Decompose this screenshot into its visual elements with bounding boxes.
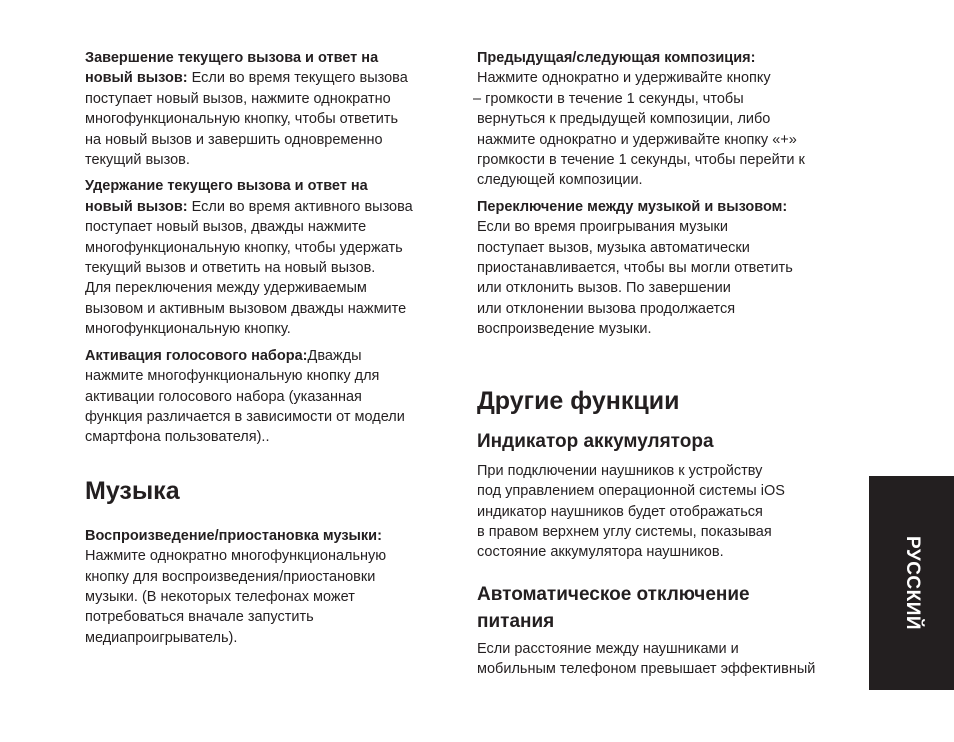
text-line: активации голосового набора (указанная	[85, 388, 362, 405]
bold-heading: Переключение между музыкой и вызовом:	[477, 198, 788, 215]
text-line: громкости в течение 1 секунды, чтобы перейти к	[477, 152, 805, 169]
bold-heading: Предыдущая/следующая композиция:	[477, 50, 756, 66]
text-line: следующей композиции.	[477, 172, 643, 189]
text-line: поступает вызов, музыка автоматически	[477, 239, 750, 256]
text-line: приостанавливается, чтобы вы могли ответить	[477, 260, 793, 277]
text-line: вызовом и активным вызовом дважды нажмите	[85, 300, 407, 317]
text-line	[85, 346, 445, 366]
text-line: на новый вызов и завершить одновременно	[85, 131, 383, 148]
text-line	[477, 48, 847, 68]
body-text: Дважды	[307, 347, 362, 364]
text-line: мобильным телефоном превышает эффективный	[477, 661, 816, 678]
text-line: нажмите многофункциональную кнопку для	[85, 368, 380, 385]
text-line: текущий вызов и ответить на новый вызов.	[85, 260, 376, 277]
body-text: Если во время активного вызова	[187, 198, 413, 215]
paragraph-battery-indicator	[477, 461, 847, 563]
text-line: функция различается в зависимости от модели	[85, 408, 405, 425]
bold-heading: Удержание текущего вызова и ответ на	[85, 178, 368, 195]
text-line: – громкости в течение 1 секунды, чтобы	[473, 90, 744, 107]
text-line: многофункциональную кнопку, чтобы ответить	[85, 111, 399, 128]
text-line: При подключении наушников к устройству	[477, 462, 763, 479]
text-line: Если расстояние между наушниками и	[477, 640, 739, 657]
left-column	[85, 48, 445, 654]
text-line: медиапроигрыватель).	[85, 629, 238, 646]
text-line: поступает новый вызов, дважды нажмите	[85, 219, 367, 236]
text-line: смартфона пользователя)..	[85, 429, 270, 446]
text-line: поступает новый вызов, нажмите однократно	[85, 90, 391, 107]
text-line: Нажмите однократно и удерживайте кнопку	[477, 70, 771, 87]
bold-heading: Активация голосового набора:	[85, 347, 308, 364]
paragraph-end-and-answer-call	[85, 48, 445, 170]
text-line	[85, 68, 445, 88]
bold-heading: Воспроизведение/приостановка музыки:	[85, 527, 382, 544]
text-line: воспроизведение музыки.	[477, 321, 652, 338]
right-column	[473, 48, 847, 686]
text-line	[85, 48, 445, 68]
text-line: Если во время проигрывания музыки	[477, 219, 729, 236]
heading-line: питания	[477, 610, 555, 632]
bold-heading: новый вызов:	[85, 70, 188, 87]
bold-heading: новый вызов:	[85, 198, 188, 215]
text-line: текущий вызов.	[85, 152, 190, 169]
paragraph-music-call-switch	[477, 197, 847, 340]
body-text: Если во время текущего вызова	[187, 70, 408, 87]
music-heading: Музыка	[85, 476, 180, 505]
text-line: Для переключения между удерживаемым	[85, 280, 367, 297]
text-line: многофункциональную кнопку.	[85, 321, 291, 338]
text-line: потребоваться вначале запустить	[85, 609, 314, 626]
text-line: или отклонить вызов. По завершении	[477, 280, 731, 297]
text-line: вернуться к предыдущей композиции, либо	[477, 111, 771, 128]
text-line	[85, 526, 445, 546]
text-line	[85, 197, 445, 217]
text-line: под управлением операционной системы iOS	[477, 483, 785, 500]
text-line: в правом верхнем углу системы, показывая	[477, 523, 772, 540]
language-tab-label: РУССКИЙ	[901, 535, 923, 631]
heading-line: Автоматическое отключение	[477, 583, 750, 605]
paragraph-hold-and-answer-call	[85, 176, 445, 339]
text-line: или отклонении вызова продолжается	[477, 300, 736, 317]
bold-heading: Завершение текущего вызова и ответ на	[85, 50, 379, 66]
text-line: музыки. (В некоторых телефонах может	[85, 588, 355, 605]
paragraph-auto-power-off	[477, 639, 847, 680]
battery-indicator-heading: Индикатор аккумулятора	[477, 430, 714, 452]
other-functions-heading: Другие функции	[477, 386, 680, 415]
paragraph-play-pause	[85, 526, 445, 648]
language-tab	[869, 476, 954, 690]
text-line	[477, 197, 847, 217]
text-line: индикатор наушников будет отображаться	[477, 503, 763, 520]
text-line: нажмите однократно и удерживайте кнопку «+»	[477, 131, 797, 148]
text-line: многофункциональную кнопку, чтобы удержать	[85, 239, 403, 256]
text-line: Нажмите однократно многофункциональную	[85, 548, 387, 565]
auto-power-off-heading	[477, 581, 847, 635]
text-line: состояние аккумулятора наушников.	[477, 544, 724, 561]
paragraph-voice-dial	[85, 346, 445, 448]
paragraph-prev-next-track	[473, 48, 847, 191]
text-line	[85, 176, 445, 196]
text-line: кнопку для воспроизведения/приостановки	[85, 568, 376, 585]
